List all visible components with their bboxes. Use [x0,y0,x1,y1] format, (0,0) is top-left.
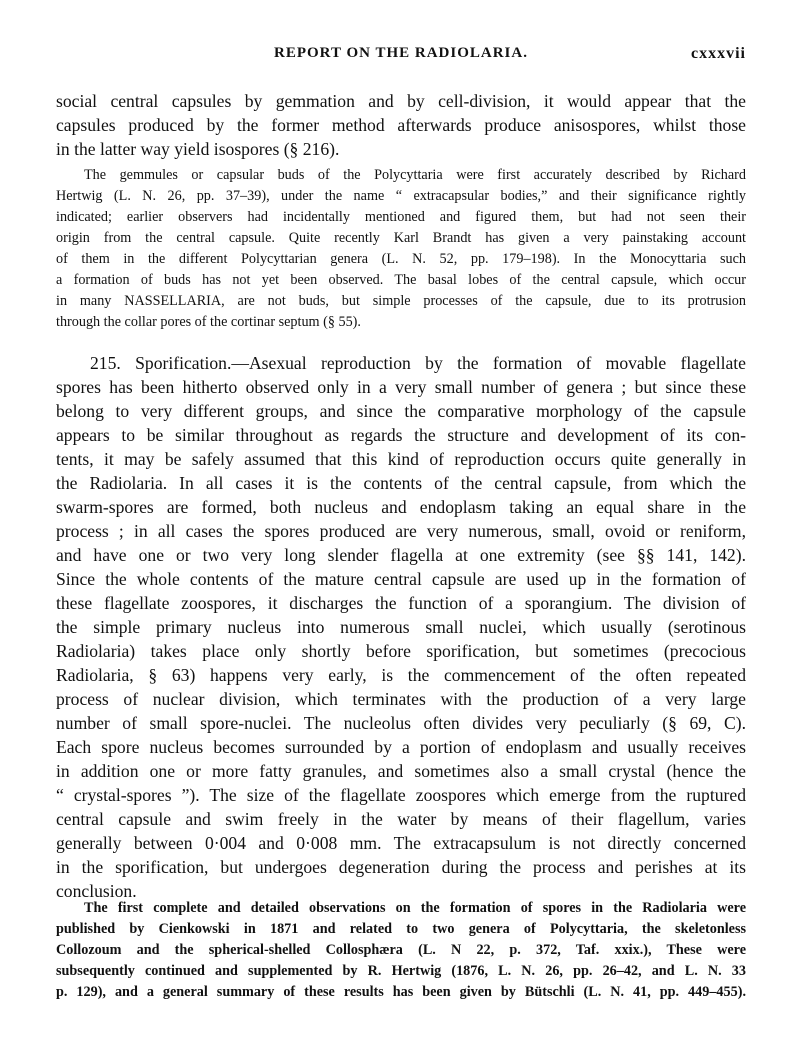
body-line: central capsule and swim freely in the water by means of their flagellum, varies [56,809,746,829]
body-line: Radiolaria, § 63) happens very early, is the commencement of the often repeated [56,665,746,685]
note-line: The first complete and detailed observations on the formation of spores in the Radiolaria were [84,900,746,916]
page-number: cxxxvii [691,45,746,62]
note-line: p. 129), and a general summary of these results has been given by Bütschli (L. N. 41, pp. 449–455). [56,984,746,1000]
body-line: and have one or two very long slender flagella at one extremity (see §§ 141, 142). [56,545,746,565]
body-line: swarm-spores are formed, both nucleus and endoplasm taking an equal share in the [56,497,746,517]
body-line: social central capsules by gemmation and by cell-division, it would appear that the [56,91,746,111]
note-line: through the collar pores of the cortinar septum (§ 55). [56,314,361,330]
body-line: tents, it may be safely assumed that this kind of reproduction occurs quite generally in [56,449,746,469]
body-line: number of small spore-nuclei. The nucleolus often divides very peculiarly (§ 69, C). [56,713,746,733]
note-line: subsequently continued and supplemented by R. Hertwig (1876, L. N. 26, pp. 26–42, and L. N. 33 [56,963,746,979]
body-line: “ crystal-spores ”). The size of the flagellate zoospores which emerge from the ruptured [56,785,746,805]
body-line: these flagellate zoospores, it discharges the function of a sporangium. The division of [56,593,746,613]
body-line: Radiolaria) takes place only shortly before sporification, but sometimes (precocious [56,641,746,661]
note-line: published by Cienkowski in 1871 and related to two genera of Polycyttaria, the skeletonless [56,921,746,937]
body-line: appears to be similar throughout as regards the structure and development of its con- [56,425,746,445]
body-line: process of nuclear division, which terminates with the production of a very large [56,689,746,709]
body-line: capsules produced by the former method afterwards produce anisospores, whilst those [56,115,746,135]
note-line: origin from the central capsule. Quite recently Karl Brandt has given a very painstaking account [56,230,746,246]
note-line: Collozoum and the spherical-shelled Collosphæra (L. N 22, p. 372, Taf. xxix.), These were [56,942,746,958]
note-line: The gemmules or capsular buds of the Polycyttaria were first accurately described by Richard [84,167,746,183]
section-heading-line: 215. Sporification.—Asexual reproduction by the formation of movable flagellate [90,353,746,373]
running-head [56,45,746,69]
body-line: spores has been hitherto observed only in a very small number of genera ; but since these [56,377,746,397]
body-line: the simple primary nucleus into numerous small nuclei, which usually (serotinous [56,617,746,637]
body-line: belong to very different groups, and since the comparative morphology of the capsule [56,401,746,421]
body-line: in addition one or more fatty granules, and sometimes also a small crystal (hence the [56,761,746,781]
running-title: REPORT ON THE RADIOLARIA. [274,45,528,61]
body-line: process ; in all cases the spores produced are very numerous, small, ovoid or reniform, [56,521,746,541]
note-line: Hertwig (L. N. 26, pp. 37–39), under the name “ extracapsular bodies,” and their significance rightly [56,188,746,204]
note-line: in many NASSELLARIA, are not buds, but simple processes of the capsule, due to its protrusion [56,293,746,309]
body-line: the Radiolaria. In all cases it is the contents of the central capsule, from which the [56,473,746,493]
body-line: in the sporification, but undergoes degeneration during the process and perishes at its [56,857,746,877]
body-line: Since the whole contents of the mature central capsule are used up in the formation of [56,569,746,589]
body-line: generally between 0·004 and 0·008 mm. The extracapsulum is not directly concerned [56,833,746,853]
body-line: conclusion. [56,881,137,901]
note-line: of them in the different Polycyttarian genera (L. N. 52, pp. 179–198). In the Monocyttaria such [56,251,746,267]
note-line: indicated; earlier observers had incidentally mentioned and figured them, but had not seen their [56,209,746,225]
body-line: Each spore nucleus becomes surrounded by a portion of endoplasm and usually receives [56,737,746,757]
body-line: in the latter way yield isospores (§ 216). [56,139,340,159]
note-line: a formation of buds has not yet been observed. The basal lobes of the central capsule, which occur [56,272,746,288]
